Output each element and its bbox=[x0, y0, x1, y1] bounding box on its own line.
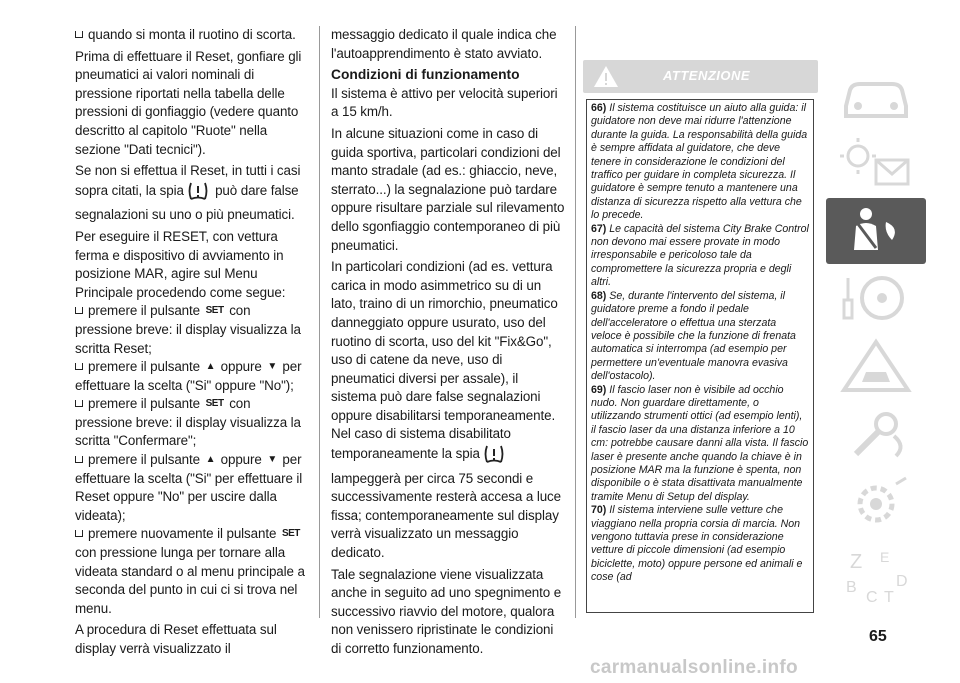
svg-text:C: C bbox=[866, 589, 878, 606]
warning-box bbox=[586, 99, 814, 613]
column-divider bbox=[575, 26, 576, 618]
paragraph: Se non si effettua il Reset, in tutti i casi sopra citati, la spia può dare false segnalazioni su uno o più pneumatici. bbox=[75, 163, 301, 223]
set-button-icon: SET bbox=[281, 528, 300, 540]
warning-item: 68) Se, durante l'intervento del sistema, il guidatore preme a fondo il pedale dell'acceleratore o effettua una sterzata veloce è possibile che la funzione di frenata automatica si interrompa (ad esempio per permettere un'eventuale manovra evasiva dell'ostacolo). bbox=[591, 289, 796, 383]
chapter-tab-technical-data[interactable] bbox=[826, 470, 926, 536]
list-item: premere il pulsante SET con pressione breve: il display visualizza la scritta Reset; bbox=[75, 303, 301, 356]
index-letters-icon bbox=[836, 542, 916, 608]
warning-item: 69) Il fascio laser non è visibile ad occhio nudo. Non guardare direttamente, o utilizzando strumenti ottici (ad esempio lenti), il fascio laser da una distanza inferiore a 10 cm: potrebbe causare danni alla vista. Il fascio laser è presente anche quando la chiave è in posizione MAR ma la funzione è spenta, non disponibile o è stata disattivata manualmente tramite Menu di Setup del display. bbox=[591, 383, 809, 503]
svg-text:T: T bbox=[884, 589, 894, 606]
seatbelt-airbag-icon bbox=[836, 202, 916, 260]
warning-car-icon bbox=[836, 338, 916, 396]
svg-text:B: B bbox=[846, 579, 857, 596]
paragraph: Tale segnalazione viene visualizzata anche in seguito ad uno spegnimento e successivo riavvio del motore, qualora non venissero ripristinate le condizioni di corretto funzionamento. bbox=[331, 566, 562, 656]
bullet-icon bbox=[75, 456, 83, 463]
car-icon bbox=[836, 66, 916, 124]
svg-text:E: E bbox=[880, 549, 890, 565]
bullet-icon bbox=[75, 307, 83, 314]
down-button-icon: ▼ bbox=[267, 361, 277, 373]
warning-header bbox=[583, 60, 818, 93]
bullet-icon bbox=[75, 400, 83, 407]
tyre-pressure-warning-icon bbox=[187, 181, 209, 207]
chapter-tab-safety[interactable] bbox=[826, 198, 926, 264]
list-item: premere il pulsante SET con pressione breve: il display visualizza la scritta "Confermare"; bbox=[75, 396, 301, 449]
chapter-tab-index[interactable] bbox=[826, 538, 926, 604]
paragraph: A procedura di Reset effettuata sul display verrà visualizzato il bbox=[75, 622, 277, 656]
warning-title: ATTENZIONE bbox=[663, 68, 751, 83]
column-middle bbox=[331, 26, 565, 659]
paragraph: Il sistema è attivo per velocità superiori a 15 km/h. bbox=[331, 85, 558, 120]
set-button-icon: SET bbox=[205, 305, 224, 317]
svg-text:D: D bbox=[896, 573, 908, 590]
set-button-icon: SET bbox=[205, 398, 224, 410]
wrench-icon bbox=[836, 406, 916, 464]
list-item: premere il pulsante ▲ oppure ▼ per effettuare la scelta ("Si" oppure "No"); bbox=[75, 359, 302, 393]
chapter-tab-car[interactable] bbox=[826, 62, 926, 128]
svg-text:Z: Z bbox=[850, 551, 863, 573]
up-button-icon: ▲ bbox=[205, 454, 216, 466]
section-heading: Condizioni di funzionamento bbox=[331, 67, 520, 83]
warning-item: 70) Il sistema interviene sulle vetture che viaggiano nella propria corsia di marcia. Non vengono tuttavia prese in considerazione vetture di piccole dimensioni (ad esempio biciclette, moto) oppure persone ed animali e cose (ad bbox=[591, 504, 803, 584]
paragraph: Per eseguire il RESET, con vettura ferma e dispositivo di avviamento in posizione MAR, agire sul Menu Principale procedendo come segue: bbox=[75, 228, 286, 300]
paragraph: messaggio dedicato il quale indica che l'autoapprendimento è stato avviato. bbox=[331, 27, 557, 61]
bullet-icon bbox=[75, 363, 83, 370]
column-divider bbox=[319, 26, 320, 618]
chapter-tab-emergency[interactable] bbox=[826, 334, 926, 400]
list-item: premere il pulsante ▲ oppure ▼ per effettuare la scelta ("Si" per effettuare il Reset oppure "No" per uscire dalla videata); bbox=[75, 452, 303, 523]
bullet-icon bbox=[75, 530, 83, 537]
page-number: 65 bbox=[869, 628, 887, 645]
steering-wheel-icon bbox=[836, 270, 916, 328]
warning-item: 66) Il sistema costituisce un aiuto alla guida: il guidatore non deve mai ridurre l'attenzione durante la guida. La responsabilità della guida è sempre affidata al guidatore, che deve tenere in considerazione le condizioni del traffico per guidare in completa sicurezza. Il guidatore è sempre tenuto a mantenere una distanza di sicurezza rispetto alla vettura che lo precede. bbox=[591, 102, 808, 222]
chapter-tab-maintenance[interactable] bbox=[826, 402, 926, 468]
down-button-icon: ▼ bbox=[267, 454, 277, 466]
chapter-tab-starting-driving[interactable] bbox=[826, 266, 926, 332]
tyre-pressure-warning-icon bbox=[483, 444, 505, 470]
paragraph: Prima di effettuare il Reset, gonfiare gli pneumatici ai valori nominali di pressione riportati nella tabella delle pressioni di gonfiaggio (vedere quanto descritto al capitolo "Ruote" nella sezione "Dati tecnici"). bbox=[75, 48, 302, 157]
bullet-icon bbox=[75, 31, 83, 38]
up-button-icon: ▲ bbox=[205, 361, 216, 373]
settings-icon bbox=[836, 474, 916, 532]
paragraph: quando si monta il ruotino di scorta. bbox=[75, 26, 309, 45]
paragraph: In particolari condizioni (ad es. vettura carica in modo asimmetrico su di un lato, traino di un rimorchio, pneumatico danneggiato oppure usurato, uso del ruotino di scorta, uso del kit "Fix&Go", uso di catene da neve, uso di pneumatici diversi per assale), il sistema può dare false segnalazioni oppure disabilitarsi temporaneamente. Nel caso di sistema disabilitato temporaneamente la spia lampeggerà per circa 75 secondi e successivamente resterà accesa a luce fissa; contemporaneamente sul display verrà visualizzato un messaggio dedicato. bbox=[331, 259, 562, 561]
column-left bbox=[75, 26, 309, 659]
chapter-tab-lights[interactable] bbox=[826, 130, 926, 196]
warning-triangle-icon bbox=[593, 65, 619, 93]
list-item: premere nuovamente il pulsante SET con pressione lunga per tornare alla videata standard o al menu principale a seconda del punto in cui ci si trova nel menu. bbox=[75, 526, 305, 616]
watermark: carmanualsonline.info bbox=[590, 657, 798, 678]
sun-envelope-icon bbox=[836, 134, 916, 192]
paragraph: In alcune situazioni come in caso di guida sportiva, particolari condizioni del manto stradale (ad es.: ghiaccio, neve, sterrato...) la segnalazione può tardare oppure risultare parziale sul rilevamento dello sgonfiaggio contemporaneo di più pneumatici. bbox=[331, 125, 565, 253]
warning-item: 67) Le capacità del sistema City Brake Control non devono mai essere provate in modo irresponsabile e pericoloso tale da compromettere la sicurezza propria e degli altri. bbox=[591, 222, 809, 289]
